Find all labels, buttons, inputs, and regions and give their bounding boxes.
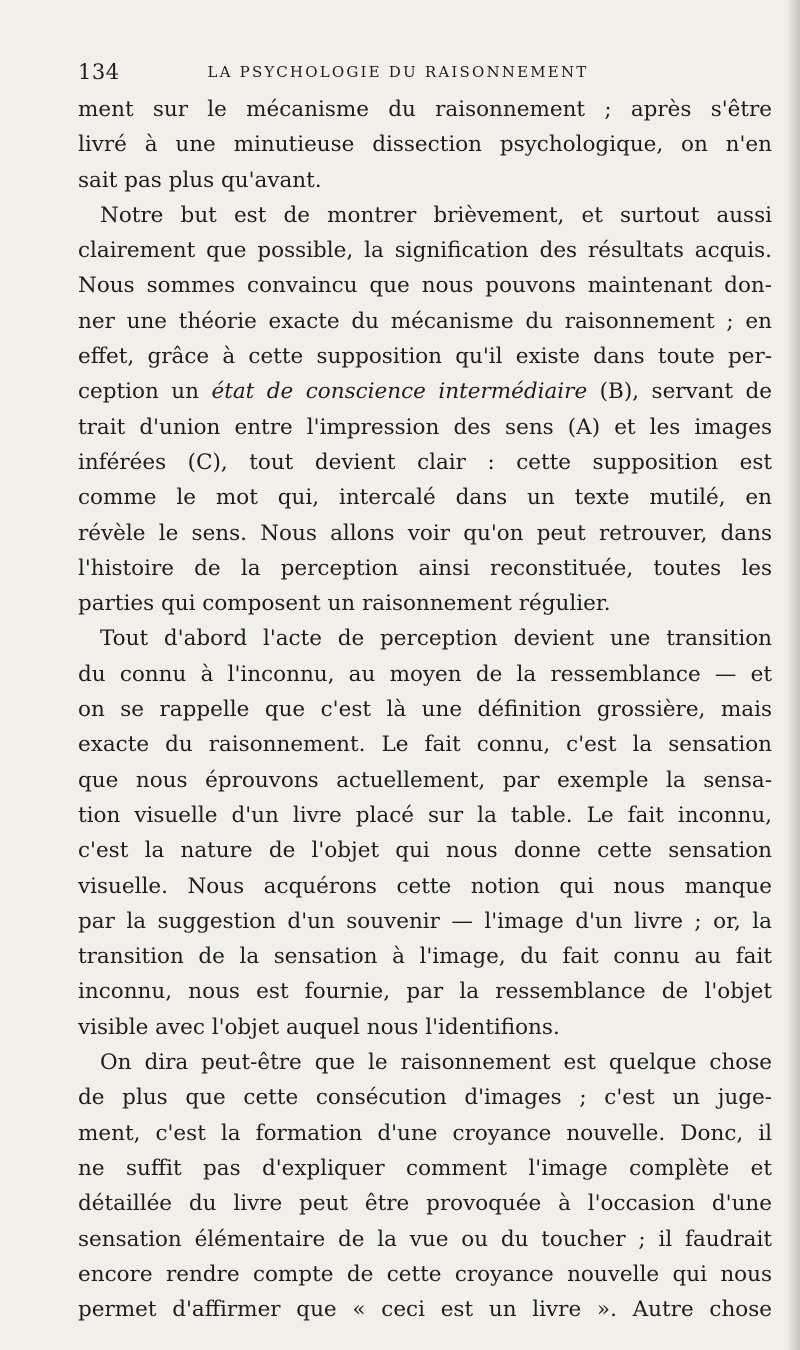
text-line: Nous sommes convaincu que nous pouvons maintenant don- xyxy=(78,273,772,299)
text-line: inférées (C), tout devient clair : cette supposition est xyxy=(78,449,772,475)
page-number: 134 xyxy=(78,60,120,84)
text-line: permet d'affirmer que « ceci est un livre ». Autre chose xyxy=(78,1297,772,1323)
text-line: révèle le sens. Nous allons voir qu'on peut retrouver, dans xyxy=(78,520,772,546)
text-line: que nous éprouvons actuellement, par exemple la sensa- xyxy=(78,767,772,793)
text-line: visible avec l'objet auquel nous l'identifions. xyxy=(78,1014,560,1040)
text-line: l'histoire de la perception ainsi reconstituée, toutes les xyxy=(78,555,772,581)
text-line: c'est la nature de l'objet qui nous donne cette sensation xyxy=(78,838,772,864)
text-line: exacte du raisonnement. Le fait connu, c'est la sensation xyxy=(78,732,772,758)
text-line: détaillée du livre peut être provoquée à l'occasion d'une xyxy=(78,1191,772,1217)
text-line: comme le mot qui, intercalé dans un texte mutilé, en xyxy=(78,485,772,511)
text-line: visuelle. Nous acquérons cette notion qui nous manque xyxy=(78,873,772,899)
text-line: sensation élémentaire de la vue ou du toucher ; il faudrait xyxy=(78,1226,772,1252)
text-line: trait d'union entre l'impression des sens (A) et les images xyxy=(78,414,772,440)
text-line: Tout d'abord l'acte de perception devient une transition xyxy=(100,626,772,652)
text-line: de plus que cette consécution d'images ; c'est un juge- xyxy=(78,1085,772,1111)
text-line xyxy=(78,374,772,409)
text-line: On dira peut-être que le raisonnement est quelque chose xyxy=(100,1050,772,1076)
running-head xyxy=(78,60,718,84)
text-line: ne suffit pas d'expliquer comment l'image complète et xyxy=(78,1155,772,1181)
text-segment: (B), servant de xyxy=(599,379,772,405)
text-line: tion visuelle d'un livre placé sur la table. Le fait inconnu, xyxy=(78,802,772,828)
running-title: LA PSYCHOLOGIE DU RAISONNEMENT xyxy=(207,63,589,81)
body-text xyxy=(78,92,772,1327)
text-line: livré à une minutieuse dissection psychologique, on n'en xyxy=(78,132,772,158)
text-line: ment sur le mécanisme du raisonnement ; après s'être xyxy=(78,97,772,122)
text-segment: ception un xyxy=(78,379,200,405)
page-edge-shadow xyxy=(786,0,800,1350)
text-line: encore rendre compte de cette croyance nouvelle qui nous xyxy=(78,1261,772,1287)
text-line: ner une théorie exacte du mécanisme du raisonnement ; en xyxy=(78,308,772,334)
text-line: parties qui composent un raisonnement régulier. xyxy=(78,591,611,617)
text-line: inconnu, nous est fournie, par la ressemblance de l'objet xyxy=(78,979,772,1005)
text-line: effet, grâce à cette supposition qu'il existe dans toute per- xyxy=(78,344,772,370)
italic-term: état de conscience intermédiaire xyxy=(211,379,588,405)
text-line: par la suggestion d'un souvenir — l'image d'un livre ; or, la xyxy=(78,908,772,934)
text-line: du connu à l'inconnu, au moyen de la ressemblance — et xyxy=(78,661,772,687)
text-line: Notre but est de montrer brièvement, et surtout aussi xyxy=(100,202,772,228)
text-line: clairement que possible, la signification des résultats acquis. xyxy=(78,238,772,264)
text-line: transition de la sensation à l'image, du fait connu au fait xyxy=(78,944,772,970)
text-line: on se rappelle que c'est là une définition grossière, mais xyxy=(78,697,772,723)
text-line: sait pas plus qu'avant. xyxy=(78,167,322,193)
text-line: ment, c'est la formation d'une croyance nouvelle. Donc, il xyxy=(78,1120,772,1146)
